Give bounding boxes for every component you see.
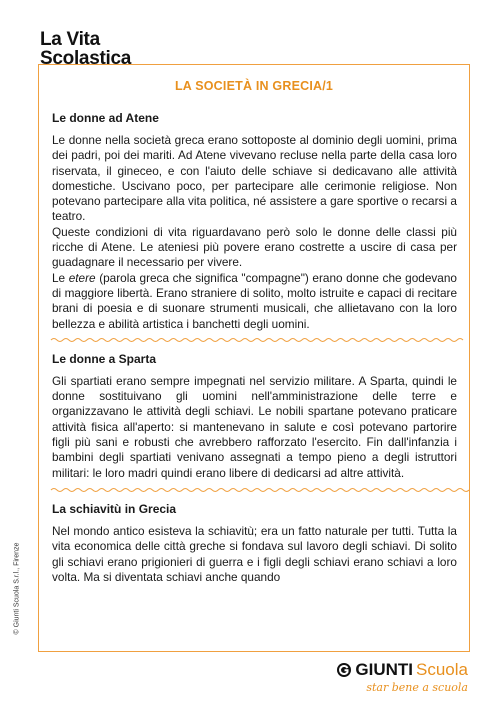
- wavy-divider: [39, 336, 469, 344]
- paragraph: Queste condizioni di vita riguardavano però solo le donne delle classi più ricche di Atene. Le ateniesi più povere erano costrette a uscire di casa per guadagnare il necessario per vivere.: [52, 224, 457, 270]
- section-athens: [39, 111, 469, 332]
- giunti-g-icon: [336, 662, 352, 678]
- brand-name: GIUNTI: [355, 660, 414, 679]
- copyright-sidebar: [6, 515, 20, 665]
- paragraph: Nel mondo antico esisteva la schiavitù; era un fatto naturale per tutti. Tutta la vita economica delle città greche si fondava sul lavoro degli schiavi. Di solito gli schiavi erano prigionieri di guerra e i figli degli schiavi erano schiavi a loro volta. Ma si diventata schiavi anche quando: [52, 523, 457, 584]
- content-box: [38, 64, 470, 652]
- logo-line-1: La Vita: [40, 29, 100, 50]
- section-title-slavery: La schiavitù in Grecia: [52, 501, 177, 516]
- section-title-athens: Le donne ad Atene: [52, 111, 159, 125]
- logo-line-2: Scolastica: [40, 48, 131, 69]
- page-title: LA SOCIETÀ IN GRECIA/1: [174, 79, 334, 93]
- paragraph: Le donne nella società greca erano sottoposte al dominio degli uomini, prima dei padri, poi dei mariti. Ad Atene vivevano recluse nella parte della casa loro riservata, il gineceo, e con l'aiuto delle schiave si dedicavano alle attività domestiche. Uscivano poco, per partecipare alle cerimonie religiose. Non potevano partecipare alla vita politica, né assistere a gare sportive o recarsi a teatro.: [52, 133, 457, 224]
- publisher-brand: [336, 660, 468, 694]
- section-sparta: [39, 352, 469, 481]
- section-title-sparta: Le donne a Sparta: [52, 351, 157, 366]
- brand-tagline: star bene a scuola: [366, 681, 468, 694]
- magazine-logo: [40, 30, 131, 68]
- section-slavery: [39, 502, 469, 585]
- copyright-text: © Giunti Scuola S.r.l., Firenze: [13, 542, 21, 635]
- paragraph: Gli spartiati erano sempre impegnati nel servizio militare. A Sparta, quindi le donne sostituivano gli uomini nell'amministrazione delle terre e organizzavano le attività degli schiavi. Le nobili spartane potevano praticare attività fisica all'aperto: si mantenevano in salute e così potevano partorire figli più sani e robusti che avrebbero rafforzato l'esercito. Fin dall'infanzia i bambini degli spartiati venivano assegnati a tempo pieno a degli istruttori militari: le loro madri quindi erano libere di dedicarsi ad altre attività.: [52, 373, 457, 480]
- paragraph: Le etere (parola greca che significa "compagne") erano donne che godevano di maggiore libertà. Erano straniere di solito, molto istruite e capaci di recitare brani di poesia e di suonare strumenti musicali, che allietavano con la loro bellezza e abilità artistica i banchetti degli uomini.: [52, 270, 457, 331]
- brand-name-scuola: Scuola: [416, 660, 468, 679]
- wavy-divider: [39, 486, 469, 494]
